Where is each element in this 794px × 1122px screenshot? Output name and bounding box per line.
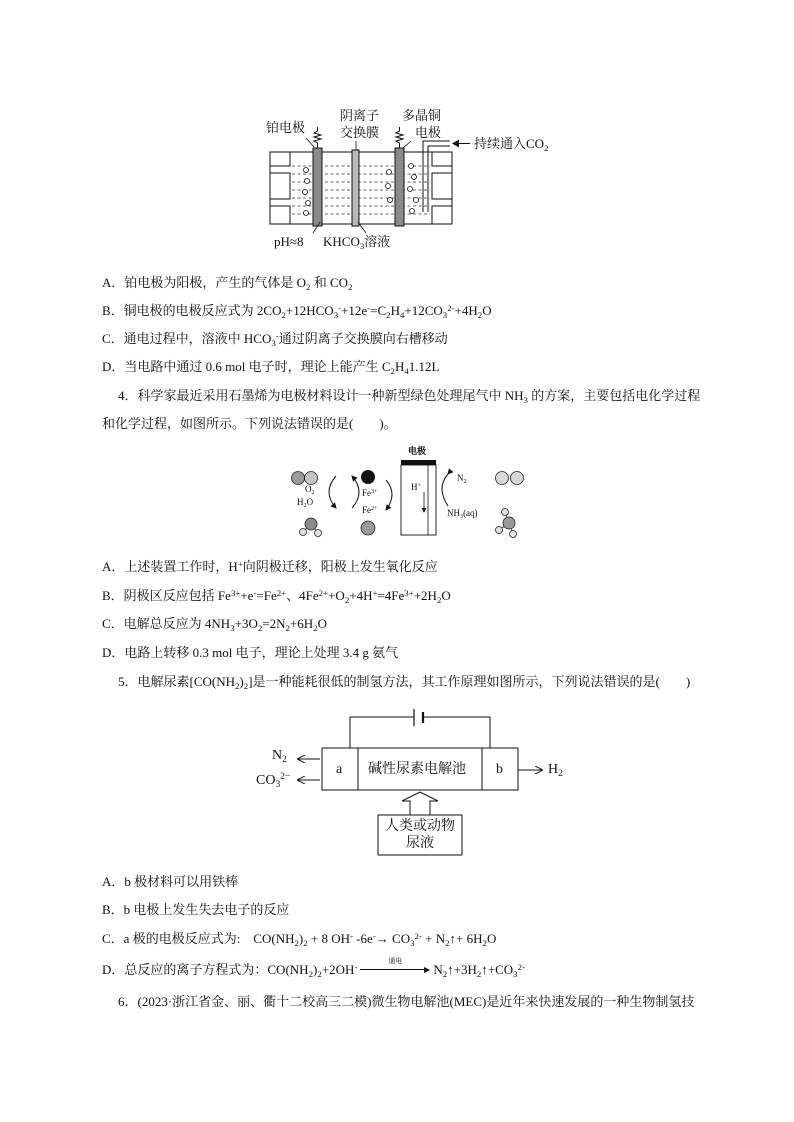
q5-option-b — [102, 901, 289, 919]
superscript: - — [275, 330, 279, 341]
reaction-arrow-line — [360, 969, 426, 970]
label-h2: $H_2$ — [548, 762, 563, 780]
option-letter: C． — [102, 931, 124, 946]
anion-exchange-membrane — [352, 150, 359, 226]
subscript: 2 — [558, 769, 563, 780]
q3-option-a — [102, 274, 352, 292]
tank-wall-left-mid — [270, 173, 290, 199]
subscript: 2 — [285, 623, 290, 634]
superscript: 2- — [517, 961, 525, 972]
subscript: 2 — [311, 490, 315, 497]
tank-wall-right-top — [432, 152, 452, 166]
subscript: 2 — [476, 969, 482, 980]
label-h-plus: H+ — [411, 482, 421, 492]
tank-wall-right-bottom — [432, 206, 452, 224]
option-letter: B． — [102, 902, 124, 917]
subscript: 2 — [317, 969, 322, 980]
reaction-arrow-head — [424, 967, 430, 973]
option-text: b 电极上发生失去电子的反应 — [123, 902, 290, 917]
superscript: 2− — [280, 772, 291, 783]
subscript: 2 — [308, 969, 313, 980]
subscript: 2 — [281, 310, 286, 321]
option-text: 电解总反应为 $4NH_3+3O_2=2N_2+6H_2O$ — [123, 616, 327, 634]
superscript: - — [338, 302, 342, 313]
tank — [270, 152, 452, 224]
subscript: 3 — [410, 938, 415, 949]
label-nh3-aq: $NH_3(aq)$ — [447, 508, 478, 521]
label-co2-feed: 持续通入$CO_2$ — [474, 136, 549, 154]
urine-feed-arrow — [402, 792, 438, 815]
subscript: 3 — [275, 780, 281, 791]
superscript: 3+ — [371, 488, 378, 495]
subscript: 2 — [313, 623, 318, 634]
tank-wall-left-top — [270, 152, 290, 166]
label-membrane-line1: 阴离子 — [340, 108, 380, 123]
q5-option-c — [102, 930, 496, 948]
superscript: 2+ — [276, 587, 287, 598]
h2o-molecule — [300, 518, 322, 537]
q3-option-d — [102, 358, 439, 376]
platinum-electrode — [313, 148, 322, 226]
electrode-bar — [401, 460, 436, 465]
label-urea-cell: 碱性尿素电解池 — [368, 762, 466, 777]
subscript: 2 — [243, 681, 249, 692]
subscript: 2 — [544, 143, 549, 154]
option-letter: B． — [102, 588, 124, 603]
superscript: 3+ — [404, 587, 414, 598]
option-text: 阴极区反应包括 $Fe^{3+}+e^-=Fe^{2+}$、$4Fe^{2+}+O_2+4H^+=4Fe^{3+}+2H_2O$ — [123, 587, 451, 606]
subscript: 4 — [399, 310, 405, 321]
label-n2: $N_2$ — [272, 748, 287, 766]
reaction-arrow — [360, 957, 430, 974]
subscript: 2 — [306, 282, 311, 293]
subscript: 2 — [477, 310, 483, 321]
superscript: + — [237, 558, 243, 569]
option-text: 铜电极的电极反应式为 $2CO_2+12HCO_3^-+12e^-=C_2H_4+12CO_3^{2-}+4H_2O$ — [123, 302, 492, 321]
option-letter: B． — [102, 303, 124, 318]
superscript: 2+ — [318, 587, 329, 598]
label-co3: $CO_3^{2-}$ — [256, 772, 291, 791]
superscript: - — [350, 930, 353, 941]
subscript: 2 — [303, 938, 308, 949]
subscript: 3 — [442, 310, 448, 321]
label-fe3: $Fe^{3+}$ — [362, 488, 378, 498]
option-letter: D． — [102, 645, 125, 660]
copper-electrode — [395, 148, 404, 226]
option-text: 当电路中通过 0.6 mol 电子时，理论上能产生 $C_2H_41.12L$ — [124, 359, 440, 377]
subscript: 2 — [303, 503, 307, 510]
superscript: - — [372, 930, 376, 941]
label-fe2: $Fe^{2+}$ — [362, 505, 378, 515]
subscript: 2 — [436, 595, 442, 606]
option-letter: D． — [102, 359, 125, 374]
label-platinum-electrode: 铂电极 — [266, 120, 306, 135]
label-membrane-line2: 交换膜 — [340, 125, 380, 140]
q5-stem: 5．电解尿素$[CO(NH_2)_2]$是一种能耗很低的制氢方法，其工作原理如图所示，下列说法错误的是( ) — [118, 674, 691, 692]
fe3-ion-ball — [361, 470, 375, 484]
superscript: 2- — [414, 930, 422, 941]
subscript: 4 — [404, 366, 409, 377]
superscript: 3+ — [230, 587, 241, 598]
subscript: 3 — [333, 310, 339, 321]
option-text: 上述装置工作时，H+向阴极迁移，阳极上发生氧化反应 — [124, 558, 438, 574]
subscript: 3 — [359, 241, 365, 252]
superscript: - — [253, 587, 257, 598]
tank-wall-right-mid — [432, 173, 452, 199]
subscript: 2 — [442, 969, 448, 980]
option-text: b 极材料可以用铁棒 — [124, 874, 239, 889]
subscript: 3 — [271, 338, 276, 349]
n2-molecule — [496, 472, 524, 485]
option-letter: C． — [102, 331, 124, 346]
subscript: 3 — [523, 395, 528, 406]
subscript: 2 — [282, 755, 287, 766]
label-n2: $N_2$ — [457, 473, 467, 486]
superscript: - — [354, 961, 358, 972]
q3-option-b — [102, 302, 492, 320]
tank-outline — [270, 152, 452, 224]
subscript: 2 — [344, 595, 350, 606]
option-letter: A． — [102, 559, 125, 574]
label-copper-electrode-line2: 电极 — [415, 125, 442, 140]
option-letter: A． — [102, 874, 125, 889]
label-electrode: 电极 — [408, 446, 427, 456]
superscript: 2- — [447, 302, 455, 313]
superscript: 2+ — [371, 505, 378, 512]
reaction-condition: 通电 — [388, 957, 403, 965]
option-text: 总反应的离子方程式为：$CO(NH_2)_2+2OH^-$ 通电 $N_2↑+3H_2↑+CO_3^{2-}$ — [124, 957, 525, 980]
subscript: 2 — [235, 681, 240, 692]
q4-option-c — [102, 615, 327, 633]
option-text: 通电过程中，溶液中 $HCO_3^-$通过阴离子交换膜向右槽移动 — [123, 330, 448, 349]
option-text: a 极的电极反应式为: $CO(NH_2)_2 + 8$ OH- $-6e^-\to CO_3^{2-}$ + $N_2↑+ 6H_2O$ — [123, 930, 497, 949]
subscript: 2 — [386, 310, 391, 321]
option-letter: D． — [102, 962, 125, 977]
label-copper-electrode-line1: 多晶铜 — [402, 108, 442, 123]
co2-tube-inner — [428, 146, 450, 212]
label-urine-line1: 人类或动物 — [385, 819, 455, 834]
label-h2o: $H_2O$ — [297, 497, 314, 510]
subscript: 2 — [482, 938, 487, 949]
subscript: 2 — [294, 938, 299, 949]
q4-option-d — [102, 644, 398, 662]
q4-stem-line1: 4．科学家最近采用石墨烯为电极材料设计一种新型绿色处理尾气中 $NH_3$ 的方案，主要包括电化学过程 — [118, 388, 701, 406]
subscript: 3 — [513, 969, 518, 980]
label-urine-line2: 尿液 — [406, 836, 434, 851]
copper-lead-wire — [396, 127, 403, 148]
subscript: 2 — [463, 479, 467, 486]
q4-option-a — [102, 558, 438, 576]
option-letter: C． — [102, 616, 124, 631]
q5-option-d — [102, 957, 525, 980]
label-o2: $O_2$ — [305, 484, 315, 497]
q6-stem: 6．(2023·浙江省金、丽、衢十二校高三二模)微生物电解池(MEC)是近年来快速发展的一种生物制氢技 — [118, 994, 695, 1009]
wire-left — [350, 717, 414, 748]
subscript: 2 — [348, 282, 353, 293]
subscript: 3 — [460, 514, 464, 521]
subscript: 3 — [230, 623, 235, 634]
label-khco3-solution: $KHCO_3$溶液 — [323, 234, 391, 252]
superscript: - — [367, 302, 371, 313]
o2-molecule — [292, 472, 318, 485]
subscript: 2 — [445, 938, 450, 949]
q4-option-b — [102, 587, 451, 605]
nh3-molecule — [496, 509, 517, 538]
tank-wall-left-bottom — [270, 206, 290, 224]
q3-option-c — [102, 330, 448, 348]
wire-right — [423, 717, 490, 748]
option-text: 铂电极为阳极，产生的气体是 $O_2$ 和 $CO_2$ — [124, 275, 353, 293]
fe2-ion-ball — [361, 521, 375, 535]
label-ph: pH≈8 — [274, 234, 304, 249]
subscript: 2 — [390, 366, 395, 377]
q4-stem-line2: 和化学过程，如图所示。下列说法错误的是( )。 — [102, 416, 397, 431]
cycle-arrows — [329, 474, 448, 510]
subscript: 2 — [257, 623, 263, 634]
label-cathode-b: b — [496, 762, 503, 777]
label-anode-a: a — [336, 762, 343, 777]
superscript: + — [372, 587, 378, 598]
electrolysis-cell — [401, 465, 436, 535]
superscript: + — [417, 482, 421, 489]
q5-option-a — [102, 873, 238, 891]
platinum-lead-wire — [314, 127, 321, 148]
option-text: 电路上转移 0.3 mol 电子，理论上处理 3.4 g 氨气 — [124, 645, 399, 660]
option-letter: A． — [102, 275, 125, 290]
